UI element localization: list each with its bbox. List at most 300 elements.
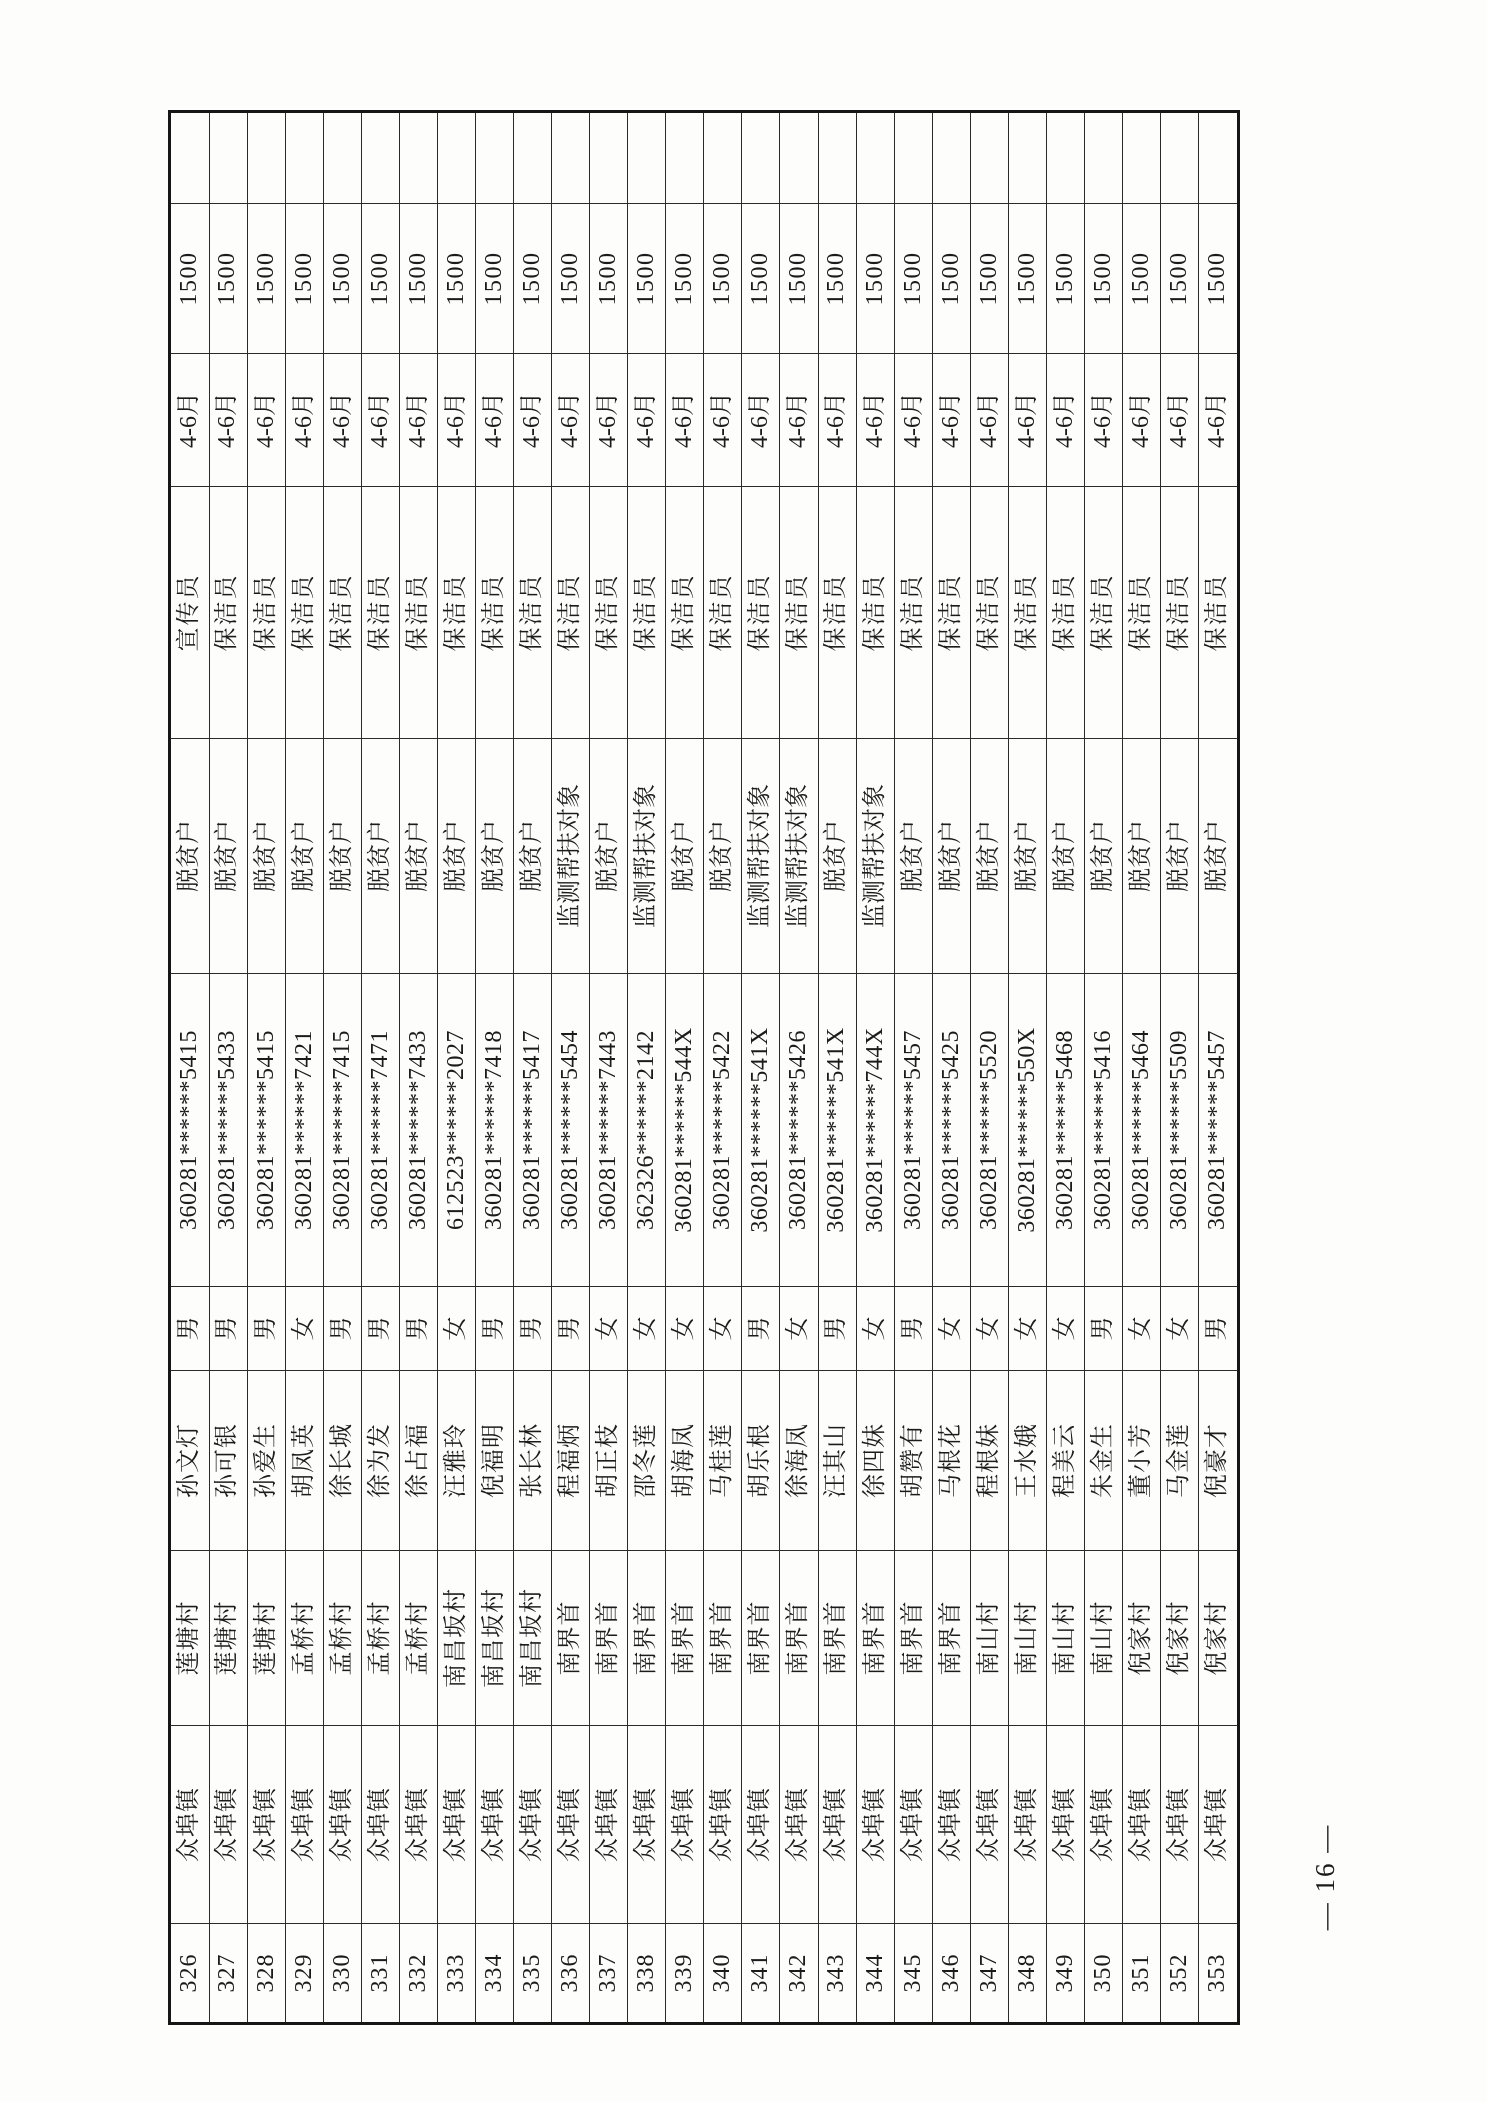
cell-months: 4-6月 xyxy=(399,354,437,487)
cell-gender: 男 xyxy=(894,1287,932,1371)
cell-name: 程根妹 xyxy=(970,1371,1008,1551)
cell-no: 337 xyxy=(590,1924,628,2024)
cell-name: 孙文灯 xyxy=(170,1371,210,1551)
cell-town: 众埠镇 xyxy=(247,1726,285,1924)
cell-name: 马根花 xyxy=(932,1371,970,1551)
cell-note xyxy=(1123,112,1161,204)
cell-no: 344 xyxy=(856,1924,894,2024)
roster-row xyxy=(285,112,323,2024)
cell-post: 保洁员 xyxy=(437,487,475,739)
cell-no: 353 xyxy=(1199,1924,1239,2024)
cell-village: 南界首 xyxy=(932,1551,970,1726)
cell-category: 脱贫户 xyxy=(970,739,1008,974)
cell-no: 347 xyxy=(970,1924,1008,2024)
cell-name: 倪豪才 xyxy=(1199,1371,1239,1551)
cell-months: 4-6月 xyxy=(514,354,552,487)
cell-town: 众埠镇 xyxy=(323,1726,361,1924)
cell-category: 脱贫户 xyxy=(894,739,932,974)
cell-id_number: 360281******550X xyxy=(1008,974,1046,1287)
cell-note xyxy=(818,112,856,204)
cell-months: 4-6月 xyxy=(932,354,970,487)
cell-town: 众埠镇 xyxy=(856,1726,894,1924)
cell-name: 徐海凤 xyxy=(780,1371,818,1551)
cell-id_number: 360281******541X xyxy=(818,974,856,1287)
cell-amount: 1500 xyxy=(1046,204,1084,354)
cell-village: 莲塘村 xyxy=(209,1551,247,1726)
cell-id_number: 360281******5464 xyxy=(1123,974,1161,1287)
cell-village: 南界首 xyxy=(894,1551,932,1726)
cell-months: 4-6月 xyxy=(1161,354,1199,487)
cell-category: 脱贫户 xyxy=(1123,739,1161,974)
cell-gender: 女 xyxy=(285,1287,323,1371)
roster-row xyxy=(1046,112,1084,2024)
cell-note xyxy=(856,112,894,204)
cell-months: 4-6月 xyxy=(209,354,247,487)
cell-amount: 1500 xyxy=(1123,204,1161,354)
cell-village: 南山村 xyxy=(970,1551,1008,1726)
cell-gender: 男 xyxy=(1084,1287,1122,1371)
cell-name: 胡正枝 xyxy=(590,1371,628,1551)
cell-id_number: 360281******7443 xyxy=(590,974,628,1287)
roster-row xyxy=(894,112,932,2024)
cell-amount: 1500 xyxy=(514,204,552,354)
cell-post: 保洁员 xyxy=(590,487,628,739)
cell-amount: 1500 xyxy=(932,204,970,354)
roster-row xyxy=(552,112,590,2024)
cell-gender: 男 xyxy=(818,1287,856,1371)
cell-town: 众埠镇 xyxy=(552,1726,590,1924)
cell-no: 335 xyxy=(514,1924,552,2024)
roster-row xyxy=(1008,112,1046,2024)
roster-row xyxy=(856,112,894,2024)
roster-row xyxy=(170,112,210,2024)
cell-category: 脱贫户 xyxy=(209,739,247,974)
cell-post: 保洁员 xyxy=(1046,487,1084,739)
cell-category: 监测帮扶对象 xyxy=(780,739,818,974)
cell-town: 众埠镇 xyxy=(818,1726,856,1924)
cell-no: 351 xyxy=(1123,1924,1161,2024)
roster-row xyxy=(247,112,285,2024)
cell-category: 脱贫户 xyxy=(932,739,970,974)
cell-category: 脱贫户 xyxy=(1199,739,1239,974)
cell-note xyxy=(704,112,742,204)
cell-gender: 女 xyxy=(932,1287,970,1371)
cell-category: 脱贫户 xyxy=(1161,739,1199,974)
cell-village: 南山村 xyxy=(1046,1551,1084,1726)
cell-amount: 1500 xyxy=(818,204,856,354)
cell-village: 南界首 xyxy=(628,1551,666,1726)
roster-row xyxy=(1199,112,1239,2024)
cell-gender: 男 xyxy=(399,1287,437,1371)
cell-town: 众埠镇 xyxy=(932,1726,970,1924)
cell-post: 保洁员 xyxy=(1161,487,1199,739)
cell-id_number: 360281******7415 xyxy=(323,974,361,1287)
cell-village: 南界首 xyxy=(552,1551,590,1726)
cell-village: 倪家村 xyxy=(1161,1551,1199,1726)
cell-id_number: 360281******7418 xyxy=(475,974,513,1287)
roster-row xyxy=(780,112,818,2024)
cell-note xyxy=(628,112,666,204)
cell-category: 监测帮扶对象 xyxy=(552,739,590,974)
cell-town: 众埠镇 xyxy=(590,1726,628,1924)
roster-row xyxy=(1123,112,1161,2024)
cell-village: 莲塘村 xyxy=(247,1551,285,1726)
cell-note xyxy=(361,112,399,204)
cell-post: 保洁员 xyxy=(1008,487,1046,739)
cell-id_number: 360281******5509 xyxy=(1161,974,1199,1287)
cell-name: 徐长城 xyxy=(323,1371,361,1551)
cell-post: 保洁员 xyxy=(704,487,742,739)
cell-amount: 1500 xyxy=(1084,204,1122,354)
roster-row xyxy=(1084,112,1122,2024)
cell-village: 南界首 xyxy=(818,1551,856,1726)
cell-name: 汪其山 xyxy=(818,1371,856,1551)
cell-post: 保洁员 xyxy=(247,487,285,739)
cell-town: 众埠镇 xyxy=(1199,1726,1239,1924)
cell-id_number: 360281******5520 xyxy=(970,974,1008,1287)
roster-row xyxy=(475,112,513,2024)
cell-category: 脱贫户 xyxy=(514,739,552,974)
cell-town: 众埠镇 xyxy=(1008,1726,1046,1924)
cell-id_number: 360281******541X xyxy=(742,974,780,1287)
cell-village: 莲塘村 xyxy=(170,1551,210,1726)
cell-no: 349 xyxy=(1046,1924,1084,2024)
roster-row xyxy=(399,112,437,2024)
cell-post: 保洁员 xyxy=(628,487,666,739)
cell-post: 保洁员 xyxy=(666,487,704,739)
page-number: — 16 — xyxy=(1310,1823,1340,1931)
cell-note xyxy=(437,112,475,204)
cell-id_number: 360281******744X xyxy=(856,974,894,1287)
cell-category: 脱贫户 xyxy=(818,739,856,974)
cell-note xyxy=(970,112,1008,204)
cell-post: 保洁员 xyxy=(1084,487,1122,739)
cell-category: 脱贫户 xyxy=(590,739,628,974)
cell-months: 4-6月 xyxy=(285,354,323,487)
cell-gender: 女 xyxy=(780,1287,818,1371)
roster-row xyxy=(818,112,856,2024)
cell-post: 保洁员 xyxy=(970,487,1008,739)
cell-name: 程福炳 xyxy=(552,1371,590,1551)
cell-village: 南山村 xyxy=(1008,1551,1046,1726)
cell-gender: 男 xyxy=(475,1287,513,1371)
cell-amount: 1500 xyxy=(1199,204,1239,354)
cell-village: 孟桥村 xyxy=(399,1551,437,1726)
cell-post: 保洁员 xyxy=(894,487,932,739)
cell-name: 胡凤英 xyxy=(285,1371,323,1551)
cell-months: 4-6月 xyxy=(780,354,818,487)
cell-village: 南昌坂村 xyxy=(475,1551,513,1726)
cell-town: 众埠镇 xyxy=(666,1726,704,1924)
cell-amount: 1500 xyxy=(399,204,437,354)
cell-category: 监测帮扶对象 xyxy=(742,739,780,974)
cell-id_number: 360281******5457 xyxy=(894,974,932,1287)
cell-amount: 1500 xyxy=(1008,204,1046,354)
cell-amount: 1500 xyxy=(704,204,742,354)
cell-town: 众埠镇 xyxy=(514,1726,552,1924)
cell-post: 保洁员 xyxy=(399,487,437,739)
cell-name: 马金莲 xyxy=(1161,1371,1199,1551)
cell-note xyxy=(475,112,513,204)
cell-post: 保洁员 xyxy=(552,487,590,739)
cell-no: 331 xyxy=(361,1924,399,2024)
cell-town: 众埠镇 xyxy=(704,1726,742,1924)
cell-months: 4-6月 xyxy=(1046,354,1084,487)
roster-row xyxy=(437,112,475,2024)
cell-id_number: 360281******5454 xyxy=(552,974,590,1287)
cell-no: 328 xyxy=(247,1924,285,2024)
roster-row xyxy=(628,112,666,2024)
cell-months: 4-6月 xyxy=(361,354,399,487)
cell-town: 众埠镇 xyxy=(1161,1726,1199,1924)
roster-row xyxy=(514,112,552,2024)
cell-town: 众埠镇 xyxy=(475,1726,513,1924)
cell-note xyxy=(1084,112,1122,204)
cell-note xyxy=(1199,112,1239,204)
cell-name: 胡海凤 xyxy=(666,1371,704,1551)
cell-post: 保洁员 xyxy=(209,487,247,739)
cell-id_number: 360281******5425 xyxy=(932,974,970,1287)
cell-amount: 1500 xyxy=(1161,204,1199,354)
cell-no: 327 xyxy=(209,1924,247,2024)
cell-village: 南山村 xyxy=(1084,1551,1122,1726)
cell-no: 340 xyxy=(704,1924,742,2024)
cell-no: 339 xyxy=(666,1924,704,2024)
cell-town: 众埠镇 xyxy=(742,1726,780,1924)
cell-gender: 男 xyxy=(247,1287,285,1371)
cell-amount: 1500 xyxy=(666,204,704,354)
cell-months: 4-6月 xyxy=(475,354,513,487)
cell-category: 脱贫户 xyxy=(247,739,285,974)
cell-months: 4-6月 xyxy=(970,354,1008,487)
cell-category: 脱贫户 xyxy=(475,739,513,974)
cell-note xyxy=(323,112,361,204)
cell-note xyxy=(590,112,628,204)
cell-amount: 1500 xyxy=(285,204,323,354)
cell-id_number: 360281******5468 xyxy=(1046,974,1084,1287)
cell-note xyxy=(1046,112,1084,204)
cell-category: 脱贫户 xyxy=(1046,739,1084,974)
cell-category: 监测帮扶对象 xyxy=(856,739,894,974)
cell-category: 脱贫户 xyxy=(170,739,210,974)
cell-note xyxy=(552,112,590,204)
cell-note xyxy=(1161,112,1199,204)
roster-row xyxy=(970,112,1008,2024)
cell-village: 南界首 xyxy=(742,1551,780,1726)
cell-amount: 1500 xyxy=(437,204,475,354)
cell-name: 马桂莲 xyxy=(704,1371,742,1551)
cell-id_number: 360281******7471 xyxy=(361,974,399,1287)
cell-name: 邵冬莲 xyxy=(628,1371,666,1551)
roster-row xyxy=(704,112,742,2024)
cell-category: 脱贫户 xyxy=(361,739,399,974)
subsidy-roster-table xyxy=(168,110,1240,2025)
cell-post: 保洁员 xyxy=(361,487,399,739)
cell-amount: 1500 xyxy=(552,204,590,354)
cell-town: 众埠镇 xyxy=(1123,1726,1161,1924)
cell-town: 众埠镇 xyxy=(780,1726,818,1924)
cell-town: 众埠镇 xyxy=(361,1726,399,1924)
roster-row xyxy=(323,112,361,2024)
cell-id_number: 612523******2027 xyxy=(437,974,475,1287)
cell-gender: 女 xyxy=(1161,1287,1199,1371)
cell-note xyxy=(247,112,285,204)
cell-id_number: 360281******5426 xyxy=(780,974,818,1287)
roster-row xyxy=(932,112,970,2024)
cell-id_number: 360281******5415 xyxy=(170,974,210,1287)
cell-post: 保洁员 xyxy=(932,487,970,739)
cell-name: 胡赞有 xyxy=(894,1371,932,1551)
cell-no: 342 xyxy=(780,1924,818,2024)
cell-village: 南昌坂村 xyxy=(437,1551,475,1726)
cell-name: 徐四妹 xyxy=(856,1371,894,1551)
cell-name: 王水娥 xyxy=(1008,1371,1046,1551)
cell-months: 4-6月 xyxy=(1123,354,1161,487)
cell-note xyxy=(742,112,780,204)
cell-id_number: 360281******544X xyxy=(666,974,704,1287)
cell-id_number: 360281******5457 xyxy=(1199,974,1239,1287)
cell-no: 346 xyxy=(932,1924,970,2024)
cell-no: 336 xyxy=(552,1924,590,2024)
cell-gender: 女 xyxy=(856,1287,894,1371)
cell-note xyxy=(1008,112,1046,204)
cell-no: 341 xyxy=(742,1924,780,2024)
cell-no: 348 xyxy=(1008,1924,1046,2024)
roster-row xyxy=(209,112,247,2024)
cell-town: 众埠镇 xyxy=(209,1726,247,1924)
cell-post: 保洁员 xyxy=(514,487,552,739)
cell-post: 保洁员 xyxy=(856,487,894,739)
cell-gender: 男 xyxy=(552,1287,590,1371)
cell-name: 孙可银 xyxy=(209,1371,247,1551)
cell-town: 众埠镇 xyxy=(1084,1726,1122,1924)
cell-gender: 女 xyxy=(1046,1287,1084,1371)
cell-gender: 男 xyxy=(170,1287,210,1371)
cell-amount: 1500 xyxy=(590,204,628,354)
cell-gender: 女 xyxy=(970,1287,1008,1371)
cell-name: 倪福明 xyxy=(475,1371,513,1551)
roster-table-body xyxy=(170,112,1239,2024)
roster-row xyxy=(590,112,628,2024)
cell-gender: 男 xyxy=(1199,1287,1239,1371)
cell-village: 南界首 xyxy=(666,1551,704,1726)
cell-village: 孟桥村 xyxy=(285,1551,323,1726)
cell-no: 343 xyxy=(818,1924,856,2024)
cell-no: 350 xyxy=(1084,1924,1122,2024)
cell-amount: 1500 xyxy=(780,204,818,354)
cell-village: 孟桥村 xyxy=(361,1551,399,1726)
cell-no: 352 xyxy=(1161,1924,1199,2024)
cell-no: 338 xyxy=(628,1924,666,2024)
cell-months: 4-6月 xyxy=(704,354,742,487)
cell-category: 脱贫户 xyxy=(1084,739,1122,974)
cell-amount: 1500 xyxy=(894,204,932,354)
cell-amount: 1500 xyxy=(856,204,894,354)
cell-note xyxy=(399,112,437,204)
roster-row xyxy=(666,112,704,2024)
cell-gender: 女 xyxy=(437,1287,475,1371)
cell-note xyxy=(666,112,704,204)
cell-id_number: 360281******5422 xyxy=(704,974,742,1287)
cell-gender: 女 xyxy=(590,1287,628,1371)
cell-town: 众埠镇 xyxy=(285,1726,323,1924)
cell-category: 脱贫户 xyxy=(666,739,704,974)
cell-post: 保洁员 xyxy=(818,487,856,739)
cell-village: 南界首 xyxy=(704,1551,742,1726)
cell-no: 333 xyxy=(437,1924,475,2024)
cell-name: 孙爱生 xyxy=(247,1371,285,1551)
cell-post: 保洁员 xyxy=(1199,487,1239,739)
cell-months: 4-6月 xyxy=(742,354,780,487)
cell-months: 4-6月 xyxy=(1084,354,1122,487)
cell-name: 朱金生 xyxy=(1084,1371,1122,1551)
cell-amount: 1500 xyxy=(742,204,780,354)
cell-months: 4-6月 xyxy=(323,354,361,487)
cell-months: 4-6月 xyxy=(818,354,856,487)
roster-row xyxy=(361,112,399,2024)
cell-post: 保洁员 xyxy=(285,487,323,739)
cell-category: 监测帮扶对象 xyxy=(628,739,666,974)
cell-village: 孟桥村 xyxy=(323,1551,361,1726)
cell-town: 众埠镇 xyxy=(1046,1726,1084,1924)
cell-months: 4-6月 xyxy=(628,354,666,487)
cell-town: 众埠镇 xyxy=(437,1726,475,1924)
cell-no: 332 xyxy=(399,1924,437,2024)
cell-gender: 女 xyxy=(1008,1287,1046,1371)
cell-name: 徐占福 xyxy=(399,1371,437,1551)
cell-id_number: 360281******5417 xyxy=(514,974,552,1287)
cell-category: 脱贫户 xyxy=(704,739,742,974)
cell-village: 南界首 xyxy=(780,1551,818,1726)
cell-post: 保洁员 xyxy=(780,487,818,739)
roster-row xyxy=(1161,112,1199,2024)
cell-no: 326 xyxy=(170,1924,210,2024)
cell-amount: 1500 xyxy=(323,204,361,354)
cell-name: 董小芳 xyxy=(1123,1371,1161,1551)
cell-amount: 1500 xyxy=(970,204,1008,354)
cell-name: 程美云 xyxy=(1046,1371,1084,1551)
cell-no: 334 xyxy=(475,1924,513,2024)
cell-name: 张长林 xyxy=(514,1371,552,1551)
cell-amount: 1500 xyxy=(475,204,513,354)
cell-post: 保洁员 xyxy=(475,487,513,739)
cell-gender: 男 xyxy=(742,1287,780,1371)
cell-village: 倪家村 xyxy=(1123,1551,1161,1726)
cell-town: 众埠镇 xyxy=(399,1726,437,1924)
cell-months: 4-6月 xyxy=(1008,354,1046,487)
cell-category: 脱贫户 xyxy=(285,739,323,974)
cell-gender: 女 xyxy=(666,1287,704,1371)
cell-id_number: 360281******7421 xyxy=(285,974,323,1287)
cell-note xyxy=(780,112,818,204)
cell-amount: 1500 xyxy=(170,204,210,354)
cell-town: 众埠镇 xyxy=(970,1726,1008,1924)
cell-note xyxy=(285,112,323,204)
cell-no: 345 xyxy=(894,1924,932,2024)
cell-months: 4-6月 xyxy=(590,354,628,487)
cell-note xyxy=(170,112,210,204)
cell-gender: 男 xyxy=(323,1287,361,1371)
cell-note xyxy=(894,112,932,204)
roster-row xyxy=(742,112,780,2024)
cell-amount: 1500 xyxy=(247,204,285,354)
cell-gender: 男 xyxy=(361,1287,399,1371)
cell-amount: 1500 xyxy=(209,204,247,354)
cell-post: 保洁员 xyxy=(1123,487,1161,739)
cell-amount: 1500 xyxy=(361,204,399,354)
cell-village: 倪家村 xyxy=(1199,1551,1239,1726)
cell-village: 南界首 xyxy=(856,1551,894,1726)
